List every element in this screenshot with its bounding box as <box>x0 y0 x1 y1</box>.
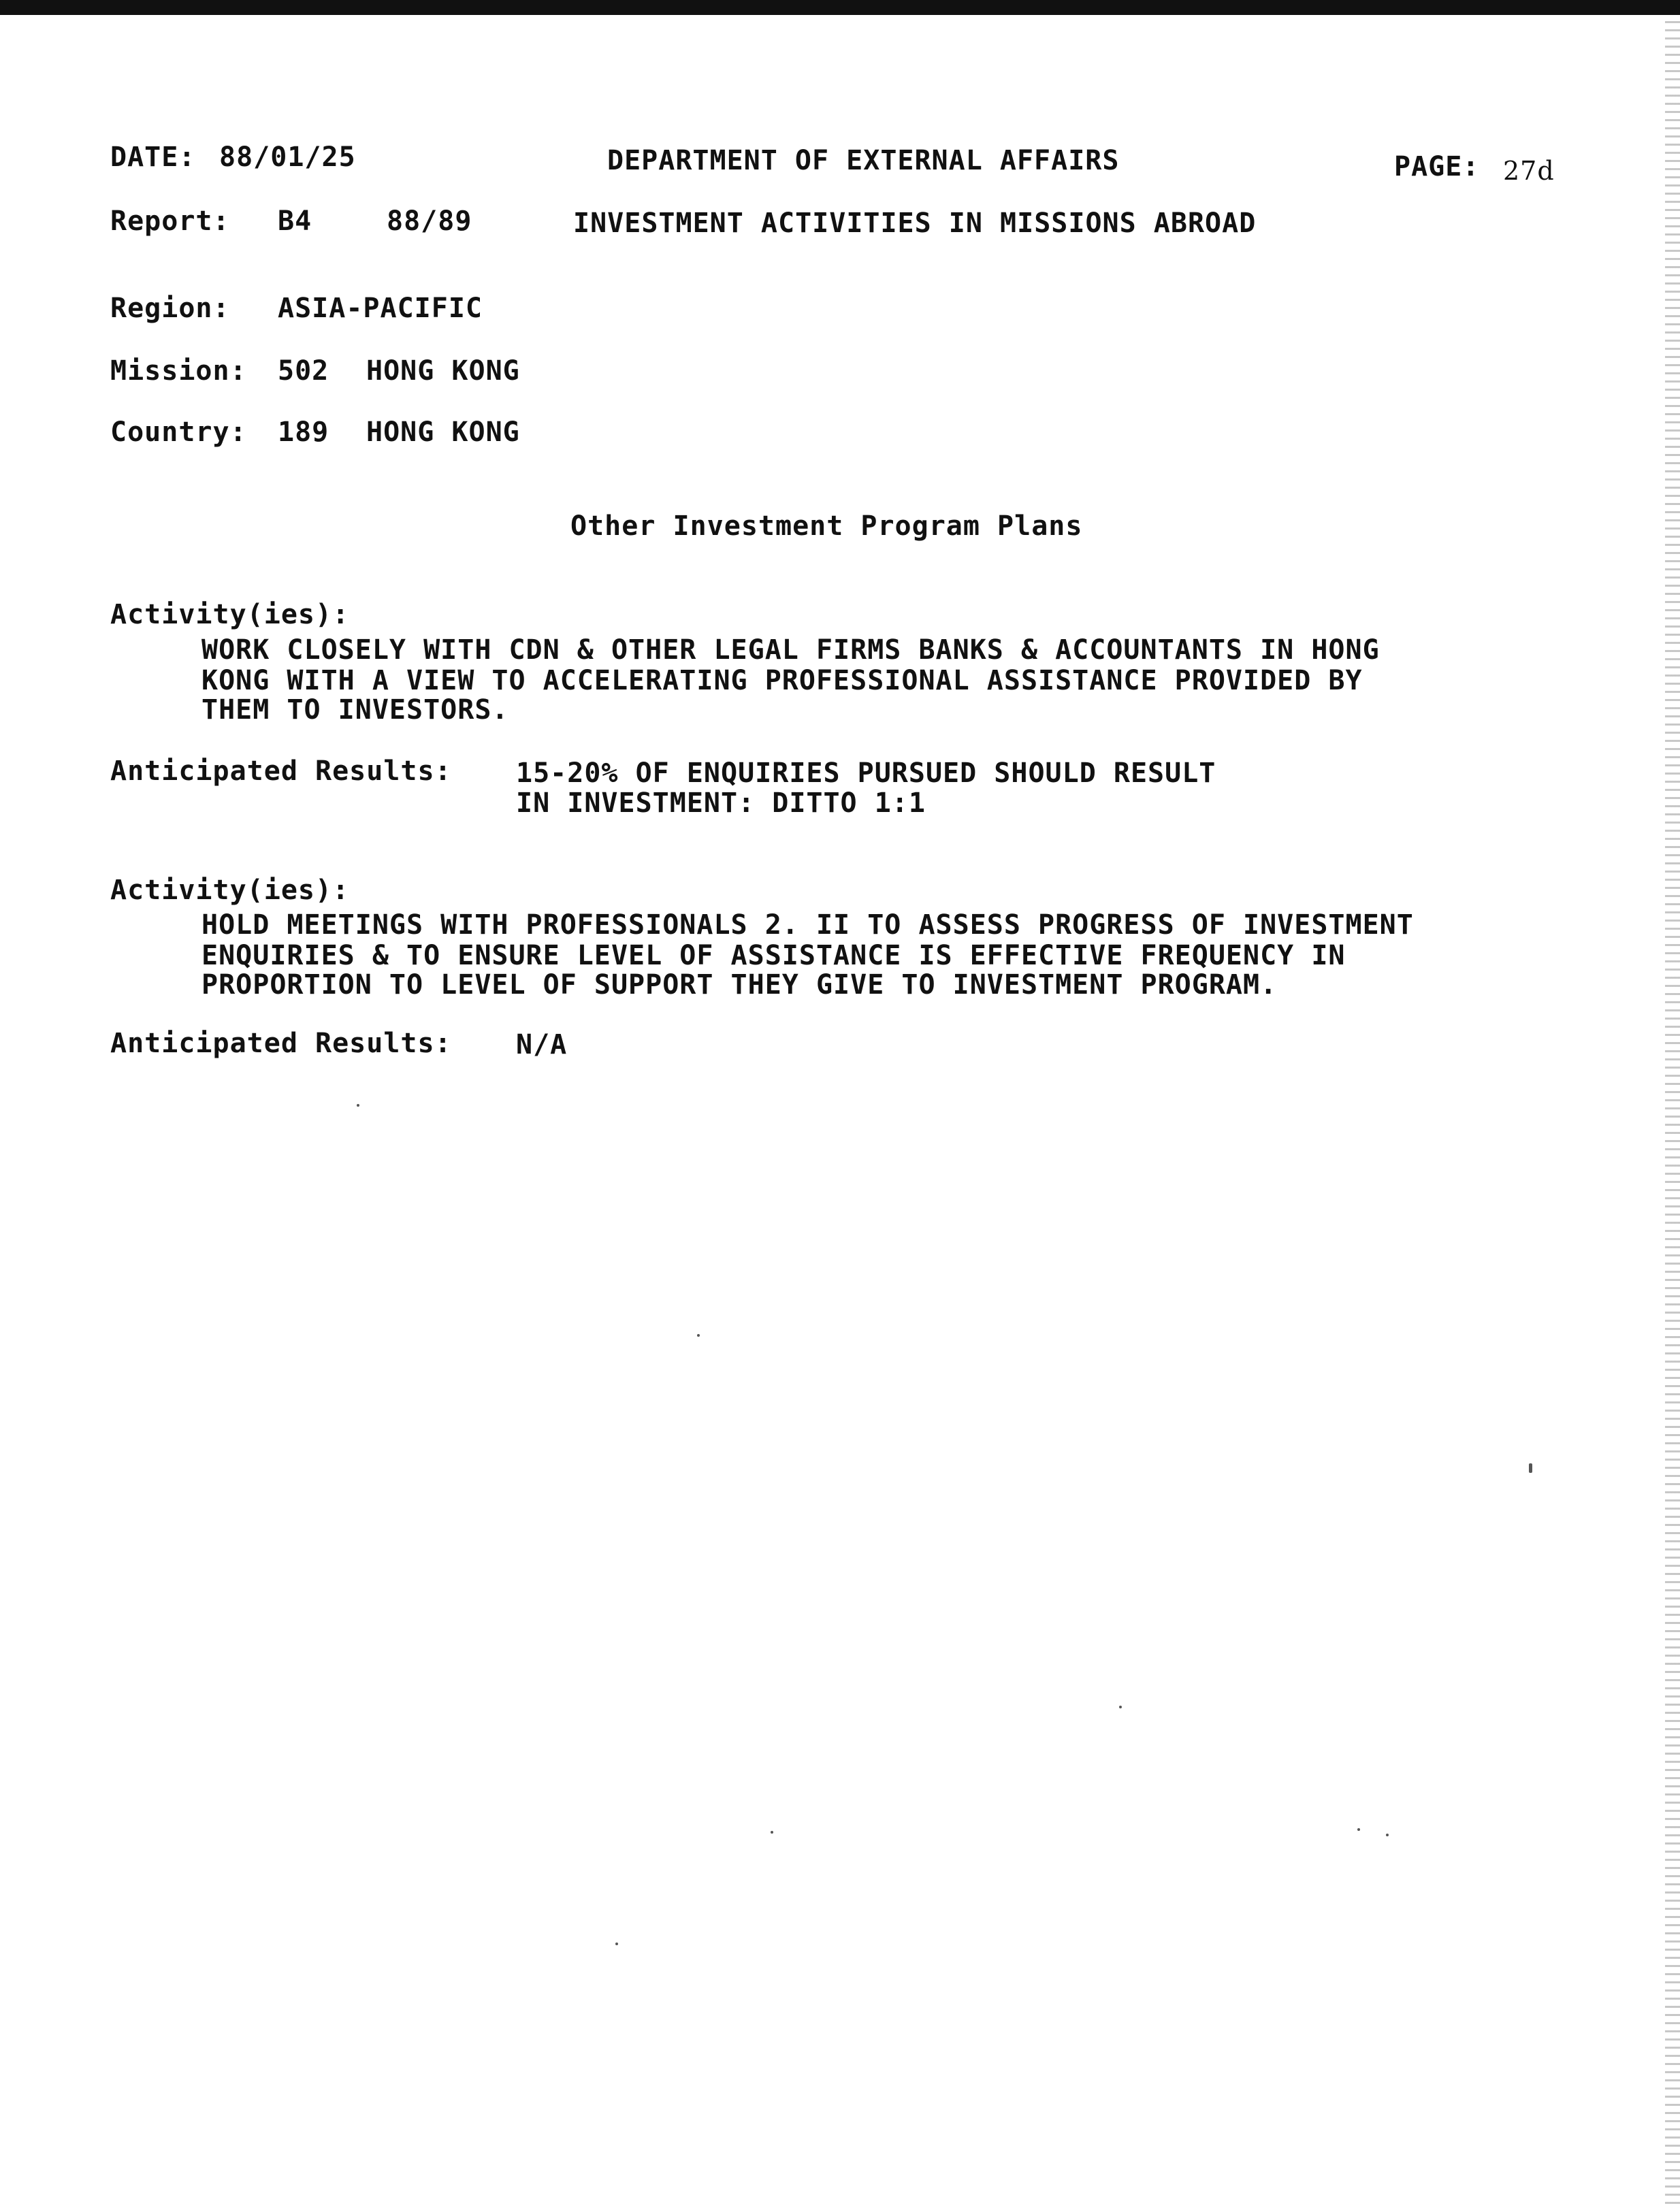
scan-top-border <box>0 0 1680 15</box>
report-period: 88/89 <box>387 206 472 237</box>
results-line: 15-20% OF ENQUIRIES PURSUED SHOULD RESULT <box>516 758 1216 789</box>
mission-name: HONG KONG <box>366 355 520 387</box>
scan-speck <box>697 1334 700 1337</box>
scan-speck <box>771 1831 773 1834</box>
country-code: 189 <box>278 417 329 448</box>
mission-label: Mission: <box>110 355 247 387</box>
page-number: 27d <box>1503 156 1555 186</box>
activity-label: Activity(ies): <box>110 875 350 906</box>
activity-line: PROPORTION TO LEVEL OF SUPPORT THEY GIVE TO INVESTMENT PROGRAM. <box>201 969 1278 1001</box>
date-label: DATE: <box>110 142 196 173</box>
page-label: PAGE: <box>1394 151 1480 182</box>
scan-speck <box>357 1104 359 1107</box>
department-title: DEPARTMENT OF EXTERNAL AFFAIRS <box>607 145 1120 176</box>
activity-line: WORK CLOSELY WITH CDN & OTHER LEGAL FIRMS BANKS & ACCOUNTANTS IN HONG <box>201 634 1380 666</box>
activity-label: Activity(ies): <box>110 599 350 630</box>
region-value: ASIA-PACIFIC <box>278 293 483 324</box>
section-title: Other Investment Program Plans <box>570 510 1083 542</box>
report-label: Report: <box>110 206 230 237</box>
country-label: Country: <box>110 417 247 448</box>
date-value: 88/01/25 <box>219 142 356 173</box>
results-label: Anticipated Results: <box>110 1028 452 1059</box>
scan-speck <box>1386 1834 1389 1836</box>
results-label: Anticipated Results: <box>110 755 452 787</box>
scan-speck <box>1119 1706 1122 1708</box>
activity-line: THEM TO INVESTORS. <box>201 694 509 726</box>
scan-speck <box>1357 1828 1360 1831</box>
mission-code: 502 <box>278 355 329 387</box>
activity-line: ENQUIRIES & TO ENSURE LEVEL OF ASSISTANCE IS EFFECTIVE FREQUENCY IN <box>201 940 1346 971</box>
scan-right-border <box>1665 15 1680 2210</box>
country-name: HONG KONG <box>366 417 520 448</box>
activity-line: HOLD MEETINGS WITH PROFESSIONALS 2. II TO ASSESS PROGRESS OF INVESTMENT <box>201 909 1414 941</box>
activity-line: KONG WITH A VIEW TO ACCELERATING PROFESSIONAL ASSISTANCE PROVIDED BY <box>201 665 1363 696</box>
scan-speck <box>615 1943 618 1945</box>
results-line: N/A <box>516 1029 568 1060</box>
region-label: Region: <box>110 293 230 324</box>
report-title: INVESTMENT ACTIVITIES IN MISSIONS ABROAD <box>573 208 1257 239</box>
report-code: B4 <box>278 206 312 237</box>
scan-speck <box>1529 1463 1532 1473</box>
results-line: IN INVESTMENT: DITTO 1:1 <box>516 787 926 819</box>
